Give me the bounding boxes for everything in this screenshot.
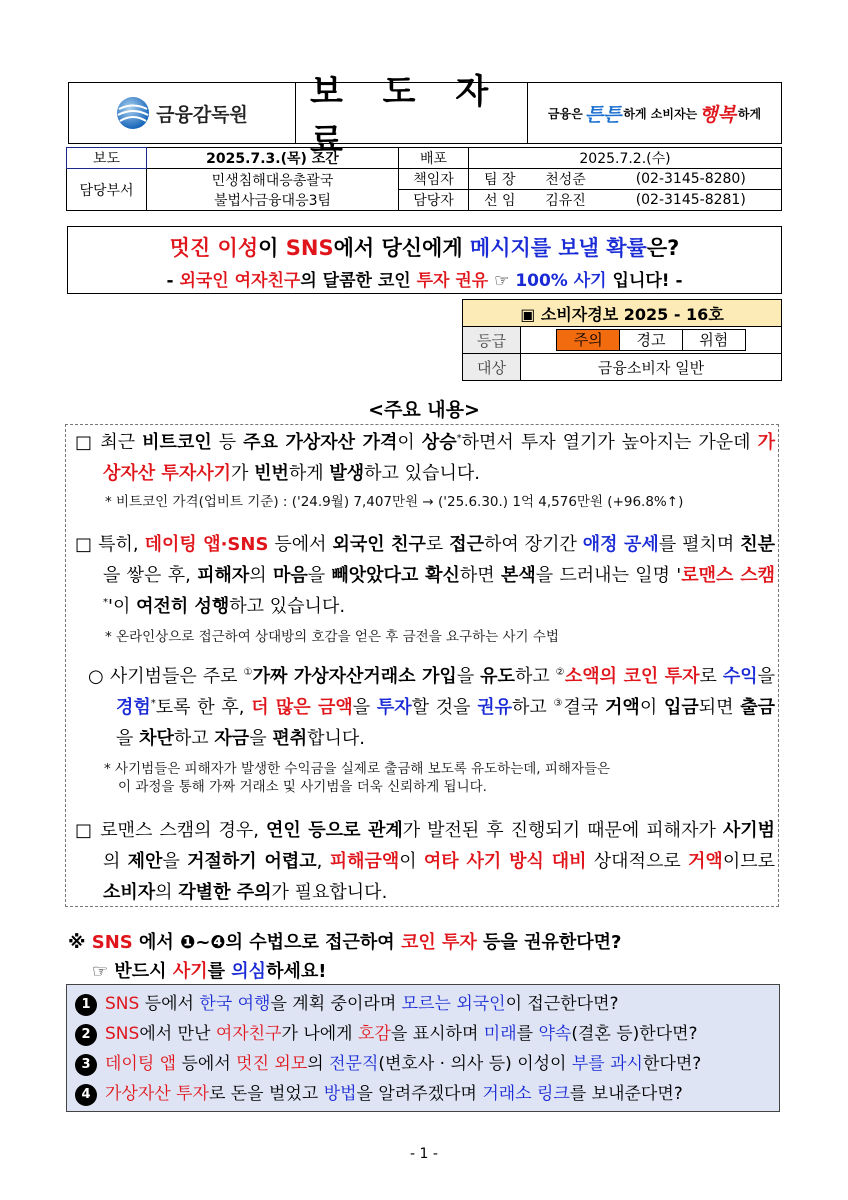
p4-proposal: 제안 xyxy=(127,851,163,872)
p2-t3: 등에서 xyxy=(268,534,333,555)
ck3-s6: 부를 과시 xyxy=(571,1054,643,1074)
p4-t7: 을 xyxy=(162,851,188,872)
p3-t23: 되면 xyxy=(698,697,741,718)
p3-invest: 투자 xyxy=(376,697,412,718)
hl-message-prob: 메시지를 보낼 확률 xyxy=(469,236,647,260)
p1-t10: 가 xyxy=(230,463,255,484)
slogan xyxy=(528,83,781,143)
p4-t15: 이므로 xyxy=(722,851,775,872)
release-info-table xyxy=(66,147,782,211)
ck2-s0: SNS xyxy=(105,1024,140,1044)
p1-t12: 하게 xyxy=(288,463,330,484)
p1-occur: 발생 xyxy=(329,463,365,484)
p3-embezzle: 편취 xyxy=(272,728,308,749)
summary-paragraph-3 xyxy=(88,661,775,796)
p3-profit: 수익 xyxy=(722,666,758,687)
warn-t5: 등을 권유한다면? xyxy=(476,932,622,953)
headline-line-2 xyxy=(68,266,781,291)
dept-name xyxy=(147,169,399,211)
number-4-icon: 4 xyxy=(75,1084,97,1106)
p3-large-sum: 거액 xyxy=(605,697,640,718)
ck2-s5: 을 표시하며 xyxy=(390,1024,484,1044)
ck3-s1: 등에서 xyxy=(176,1054,237,1074)
p3-recommend: 권유 xyxy=(477,697,513,718)
hl-t6: 은? xyxy=(646,236,680,260)
p4-t3: 가 발전된 후 진행되기 때문에 피해자가 xyxy=(402,820,723,841)
dept-label: 담당부서 xyxy=(67,169,147,211)
ck4-s4: 거래소 링크 xyxy=(482,1084,570,1104)
warning-line-2 xyxy=(68,957,782,986)
ck4-s1: 로 돈을 벌었고 xyxy=(208,1084,324,1104)
doc-title: 보 도 자 료 xyxy=(296,83,528,143)
p3-t14: 을 xyxy=(352,697,377,718)
warn-sns: SNS xyxy=(91,932,133,953)
grade-levels xyxy=(521,327,782,354)
responsible-title: 팀 장 xyxy=(469,169,531,190)
p4-relationship: 연인 등으로 관계 xyxy=(266,820,403,841)
p2-t5: 로 xyxy=(425,534,450,555)
p4-t5: 의 xyxy=(103,851,128,872)
ck3-s2: 멋진 외모 xyxy=(236,1054,308,1074)
summary-paragraph-2 xyxy=(75,529,775,646)
level-warning: 경고 xyxy=(619,329,683,351)
p3-withdraw: 출금 xyxy=(740,697,776,718)
number-2-icon: 2 xyxy=(75,1024,97,1046)
p3-t27: 하고 xyxy=(173,728,215,749)
page-number: - 1 - xyxy=(410,1146,438,1162)
p1-invest-fraud: 가상자산 투자사기 xyxy=(103,432,775,484)
p2-convinced: 빼앗았다고 확신 xyxy=(331,565,460,586)
level-danger: 위험 xyxy=(682,329,746,351)
p2-note: * 온라인상으로 접근하여 상대방의 호감을 얻은 후 금전을 요구하는 사기 수법 xyxy=(105,629,559,645)
bullet-square: □ xyxy=(75,534,93,555)
ck4-s2: 방법 xyxy=(323,1084,357,1104)
report-label: 보도 xyxy=(67,148,147,169)
p3-t16: 할 것을 xyxy=(411,697,478,718)
responsible-name: 천성준 xyxy=(531,169,601,190)
responsible-label: 책임자 xyxy=(399,169,469,190)
p2-approach: 접근 xyxy=(449,534,484,555)
distribution-date: 2025.7.2.(수) xyxy=(469,148,782,169)
ck2-s8: 약속 xyxy=(538,1024,572,1044)
p4-t19: 가 필요합니다. xyxy=(271,882,388,903)
p3-n3: ③ xyxy=(553,698,564,709)
staff-label: 담당자 xyxy=(399,190,469,211)
hl-t2: 이 xyxy=(258,236,286,260)
warn-t3: 에서 ❶~❹의 수법으로 접근하여 xyxy=(132,932,401,953)
headline-box xyxy=(67,226,782,294)
p3-block: 차단 xyxy=(139,728,174,749)
warn2-t3: 를 xyxy=(207,961,232,982)
slogan-word-1: 튼튼 xyxy=(584,103,622,126)
p1-t5: 이 xyxy=(397,432,422,453)
p2-affection: 애정 공세 xyxy=(582,534,659,555)
p3-funds: 자금 xyxy=(214,728,250,749)
bullet-circle: ○ xyxy=(88,666,104,687)
staff-title: 선 임 xyxy=(469,190,531,211)
p2-heart: 마음 xyxy=(272,565,308,586)
p1-rise: 상승 xyxy=(421,432,457,453)
warn-mark: ※ xyxy=(68,932,92,953)
p1-note: * 비트코인 가격(업비트 기준) : ('24.9월) 7,407만원 → ('25.6.30.) 1억 4,576만원 (+96.8%↑) xyxy=(105,494,684,510)
p1-frequent: 빈번 xyxy=(254,463,289,484)
p3-n2: ② xyxy=(555,667,565,678)
ck4-s3: 을 알려주겠다며 xyxy=(356,1084,483,1104)
p4-t17: 의 xyxy=(155,882,179,903)
number-1-icon: 1 xyxy=(75,994,97,1016)
p4-large: 거액 xyxy=(688,851,723,872)
bullet-square: □ xyxy=(75,432,94,453)
staff-name: 김유진 xyxy=(531,190,601,211)
hl-attractive: 멋진 이성 xyxy=(169,236,259,260)
org-name: 금융감독원 xyxy=(156,103,248,126)
dept-line-1: 민생침해대응총괄국 xyxy=(211,172,334,189)
p2-t19: 을 드러내는 일명 ' xyxy=(535,565,682,586)
target-value: 금융소비자 일반 xyxy=(521,354,782,381)
p1-bitcoin: 비트코인 xyxy=(142,432,212,453)
p4-t13: 상대적으로 xyxy=(586,851,689,872)
p2-rapport: 친분 xyxy=(740,534,775,555)
p2-t7: 하여 장기간 xyxy=(483,534,583,555)
p3-note-1: * 사기범들은 피해자가 발생한 수익금을 실제로 출금해 보도록 유도하는데, 피해자들은 xyxy=(104,761,611,777)
p4-hard-refuse: 거절하기 어렵고 xyxy=(187,851,317,872)
slogan-part-1: 금융은 xyxy=(547,106,583,121)
checklist-item-3 xyxy=(75,1049,779,1079)
slogan-word-2: 행복 xyxy=(699,103,736,126)
p2-t11: 을 쌓은 후, xyxy=(103,565,198,586)
ck1-s3: 을 계획 중이라며 xyxy=(270,994,402,1014)
headline-line-1 xyxy=(68,232,781,262)
ck2-s6: 미래 xyxy=(483,1024,517,1044)
ck1-s2: 한국 여행 xyxy=(199,994,271,1014)
p3-t18: 하고 xyxy=(512,697,554,718)
p4-t11: 이 xyxy=(399,851,424,872)
org-logo-cell xyxy=(69,83,296,143)
p2-dating-app: 데이팅 앱·SNS xyxy=(144,534,269,555)
p4-caution: 각별한 주의 xyxy=(178,882,272,903)
p2-victim: 피해자 xyxy=(197,565,250,586)
ck3-s3: 의 xyxy=(307,1054,330,1074)
ck3-s0: 데이팅 앱 xyxy=(105,1054,177,1074)
p4-scammer: 사기범 xyxy=(722,820,775,841)
warn2-fraud: 사기 xyxy=(172,961,208,982)
hl2-pointer: ☞ xyxy=(488,271,516,291)
checklist-item-1 xyxy=(75,989,779,1019)
p1-price: 주요 가상자산 가격 xyxy=(243,432,398,453)
alert-title: ▣ 소비자경보 2025 - 16호 xyxy=(463,300,782,327)
hl-t4: 에서 당신에게 xyxy=(333,236,470,260)
fraud-checklist xyxy=(66,984,780,1112)
warn-coin: 코인 투자 xyxy=(400,932,477,953)
p2-t13: 의 xyxy=(249,565,273,586)
p3-t25: 을 xyxy=(116,728,140,749)
target-label: 대상 xyxy=(463,354,521,381)
number-3-icon: 3 xyxy=(75,1054,97,1076)
ck2-s4: 호감 xyxy=(358,1024,391,1044)
p2-t9: 를 펼치며 xyxy=(658,534,741,555)
bullet-square: □ xyxy=(75,820,94,841)
dept-line-2: 불법사금융대응3팀 xyxy=(213,192,332,209)
p3-deposit: 입금 xyxy=(663,697,699,718)
p3-t21: 이 xyxy=(639,697,664,718)
report-date: 2025.7.3.(목) 조간 xyxy=(147,148,399,169)
hl2-girlfriend: 외국인 여자친구 xyxy=(179,271,301,291)
p3-t31: 합니다. xyxy=(307,728,365,749)
ck1-s5: 이 접근한다면? xyxy=(505,994,619,1014)
hl2-invest: 투자 권유 xyxy=(416,271,489,291)
p2-foreign-friend: 외국인 친구 xyxy=(332,534,426,555)
p4-damage: 피해금액 xyxy=(329,851,400,872)
slogan-part-2: 하게 소비자는 xyxy=(623,106,698,121)
warn2-t5: 하세요! xyxy=(266,961,327,982)
ck3-s5: (변호사 · 의사 등) 이성이 xyxy=(378,1054,572,1074)
p2-t15: 을 xyxy=(307,565,332,586)
ck4-s0: 가상자산 투자 xyxy=(105,1084,209,1104)
checklist-item-2 xyxy=(75,1019,779,1049)
hl2-t1: - xyxy=(166,271,180,291)
p1-t14: 하고 있습니다. xyxy=(364,463,480,484)
p2-t1: 특히, xyxy=(92,534,145,555)
p2-true-color: 본색 xyxy=(500,565,536,586)
p3-t3: 을 xyxy=(456,666,481,687)
distribution-label: 배포 xyxy=(399,148,469,169)
summary-paragraph-1 xyxy=(75,427,775,511)
warning-line-1 xyxy=(68,928,782,957)
hl-sns: SNS xyxy=(285,236,334,260)
ck1-s1: 등에서 xyxy=(139,994,200,1014)
p3-small-coin: 소액의 코인 투자 xyxy=(564,666,700,687)
p2-prevalent: 여전히 성행 xyxy=(136,596,230,617)
summary-paragraph-4 xyxy=(75,815,775,908)
p3-t5: 하고 xyxy=(514,666,556,687)
p1-star: * xyxy=(456,433,462,444)
p1-t1: 최근 xyxy=(93,432,143,453)
staff-phone: (02-3145-8281) xyxy=(601,190,782,211)
p3-t9: 을 xyxy=(757,666,775,687)
p3-t12: 토록 한 후, xyxy=(155,697,252,718)
summary-title: <주요 내용> xyxy=(368,399,480,421)
p4-t1: 로맨스 스캠의 경우, xyxy=(93,820,266,841)
ck2-s9: (결혼 등)한다면? xyxy=(571,1024,698,1044)
p2-t24: 하고 있습니다. xyxy=(229,596,346,617)
warn2-suspect: 의심 xyxy=(231,961,267,982)
ck3-s7: 한다면? xyxy=(642,1054,702,1074)
ck3-s4: 전문직 xyxy=(329,1054,379,1074)
level-caution: 주의 xyxy=(556,329,620,351)
ck2-s7: 를 xyxy=(516,1024,539,1044)
p2-t22: '이 xyxy=(108,596,137,617)
grade-label: 등급 xyxy=(463,327,521,354)
hl2-t7: 입니다! - xyxy=(606,271,683,291)
p3-t1: 사기범들은 주로 xyxy=(103,666,244,687)
p4-t9: , xyxy=(316,851,330,872)
warn2-t1: ☞ 반드시 xyxy=(92,961,173,982)
hl2-t3: 의 달콤한 코인 xyxy=(300,271,417,291)
p1-t8: 하면서 투자 열기가 높아지는 가운데 xyxy=(461,432,758,453)
p2-romance-scam: 로맨스 스캠 xyxy=(681,565,775,586)
p1-t3: 등 xyxy=(211,432,244,453)
p3-star: * xyxy=(150,698,156,709)
p2-t17: 하면 xyxy=(459,565,501,586)
p3-t29: 을 xyxy=(249,728,273,749)
ck2-s2: 여자친구 xyxy=(215,1024,282,1044)
slogan-part-3: 하게 xyxy=(737,106,762,121)
p3-experience: 경험 xyxy=(116,697,151,718)
checklist-item-4 xyxy=(75,1079,779,1109)
p3-t7: 로 xyxy=(699,666,723,687)
p4-other-fraud: 여타 사기 방식 대비 xyxy=(423,851,587,872)
ck1-s4: 모르는 외국인 xyxy=(401,994,506,1014)
p3-t19: 결국 xyxy=(563,697,606,718)
warning-block xyxy=(68,928,782,986)
ck4-s5: 를 보내준다면? xyxy=(569,1084,683,1104)
p3-induce: 유도 xyxy=(480,666,515,687)
p3-note-2: 이 과정을 통해 가짜 거래소 및 사기범을 더욱 신뢰하게 됩니다. xyxy=(118,779,487,795)
p2-star: * xyxy=(103,597,108,608)
p3-more-money: 더 많은 금액 xyxy=(251,697,353,718)
ck2-s1: 에서 만난 xyxy=(139,1024,216,1044)
hl2-fraud: 100% 사기 xyxy=(515,271,607,291)
p4-consumer: 소비자 xyxy=(103,882,156,903)
ck2-s3: 가 나에게 xyxy=(281,1024,359,1044)
fss-logo-icon xyxy=(116,96,150,130)
p3-n1: ① xyxy=(243,667,253,678)
consumer-alert-box xyxy=(462,299,782,381)
ck1-s0: SNS xyxy=(105,994,140,1014)
responsible-phone: (02-3145-8280) xyxy=(601,169,782,190)
p3-fake-exchange: 가짜 가상자산거래소 가입 xyxy=(252,666,457,687)
